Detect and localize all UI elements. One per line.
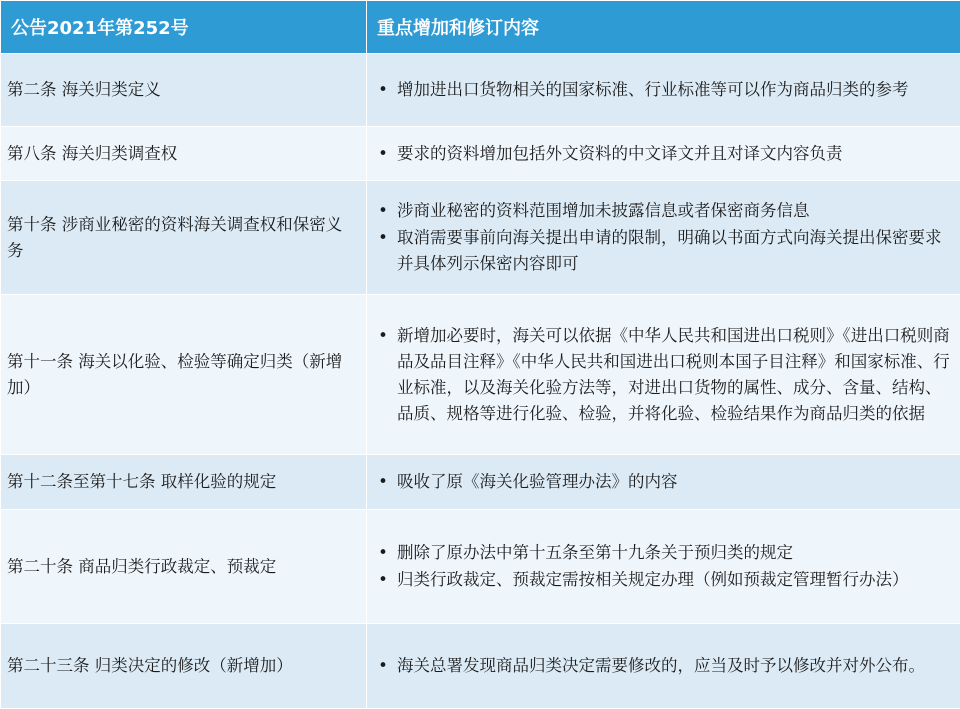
bullet-icon: •	[373, 653, 393, 679]
bullet-list	[371, 141, 956, 167]
bullet-icon: •	[373, 141, 393, 167]
list-item	[371, 653, 956, 679]
point-text: 新增加必要时，海关可以依据《中华人民共和国进出口税则》《进出口税则商品及品目注释》《中华人民共和国进出口税则本国子目注释》和国家标准、行业标准，以及海关化验方法等，对进出口货物的属性、成分、含量、结构、品质、规格等进行化验、检验，并将化验、检验结果作为商品归类的依据	[397, 326, 950, 423]
point-text: 要求的资料增加包括外文资料的中文译文并且对译文内容负责	[397, 144, 843, 163]
changes-cell	[367, 127, 960, 181]
header-changes: 重点增加和修订内容	[367, 1, 960, 54]
bullet-list	[371, 198, 956, 277]
bullet-icon: •	[373, 77, 393, 103]
list-item	[371, 567, 956, 593]
table-header-row	[1, 1, 960, 54]
point-text: 删除了原办法中第十五条至第十九条关于预归类的规定	[397, 543, 793, 562]
list-item	[371, 540, 956, 566]
bullet-icon: •	[373, 567, 393, 593]
bullet-icon: •	[373, 323, 393, 349]
changes-cell	[367, 455, 960, 510]
bullet-icon: •	[373, 198, 393, 224]
table-row	[1, 510, 960, 624]
list-item	[371, 469, 956, 495]
table-row	[1, 181, 960, 295]
changes-cell	[367, 54, 960, 127]
bullet-icon: •	[373, 540, 393, 566]
table-row	[1, 295, 960, 455]
bullet-list	[371, 653, 956, 679]
point-text: 吸收了原《海关化验管理办法》的内容	[397, 472, 678, 491]
table-row	[1, 624, 960, 709]
list-item	[371, 225, 956, 277]
bullet-list	[371, 323, 956, 427]
article-cell: 第十二条至第十七条 取样化验的规定	[1, 455, 367, 510]
bullet-icon: •	[373, 469, 393, 495]
article-cell: 第八条 海关归类调查权	[1, 127, 367, 181]
changes-cell	[367, 624, 960, 709]
point-text: 增加进出口货物相关的国家标准、行业标准等可以作为商品归类的参考	[397, 80, 909, 99]
point-text: 归类行政裁定、预裁定需按相关规定办理（例如预裁定管理暂行办法）	[397, 570, 909, 589]
changes-cell	[367, 510, 960, 624]
list-item	[371, 323, 956, 427]
table-row	[1, 127, 960, 181]
table-row	[1, 54, 960, 127]
list-item	[371, 141, 956, 167]
list-item	[371, 77, 956, 103]
article-cell: 第二十三条 归类决定的修改（新增加）	[1, 624, 367, 709]
changes-cell	[367, 295, 960, 455]
article-cell: 第十一条 海关以化验、检验等确定归类（新增加）	[1, 295, 367, 455]
point-text: 取消需要事前向海关提出申请的限制，明确以书面方式向海关提出保密要求并具体列示保密内容即可	[397, 228, 942, 273]
point-text: 海关总署发现商品归类决定需要修改的，应当及时予以修改并对外公布。	[397, 656, 925, 675]
article-cell: 第二条 海关归类定义	[1, 54, 367, 127]
bullet-icon: •	[373, 225, 393, 251]
bullet-list	[371, 77, 956, 103]
list-item	[371, 198, 956, 224]
article-cell: 第二十条 商品归类行政裁定、预裁定	[1, 510, 367, 624]
bullet-list	[371, 469, 956, 495]
header-announcement: 公告2021年第252号	[1, 1, 367, 54]
article-cell: 第十条 涉商业秘密的资料海关调查权和保密义务	[1, 181, 367, 295]
bullet-list	[371, 540, 956, 593]
changes-cell	[367, 181, 960, 295]
table-row	[1, 455, 960, 510]
point-text: 涉商业秘密的资料范围增加未披露信息或者保密商务信息	[397, 201, 810, 220]
